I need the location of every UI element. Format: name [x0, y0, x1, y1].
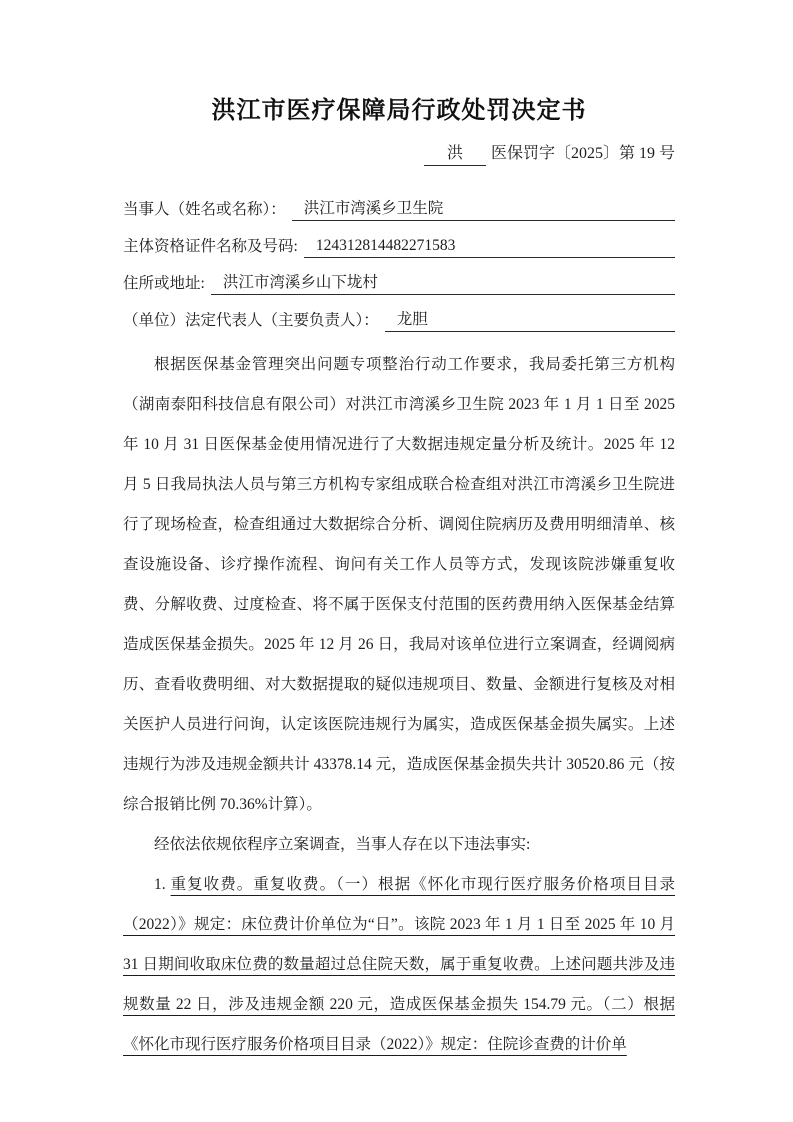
address-value: 洪江市湾溪乡山下垅村: [211, 271, 675, 295]
field-row-certificate-number: [123, 234, 675, 258]
legal-representative-label: （单位）法定代表人（主要负责人）：: [123, 312, 379, 329]
violation-item-1: [123, 865, 675, 1065]
violation-item-1-text: 重复收费。重复收费。（一）根据《怀化市现行医疗服务价格项目目录（2022）》规定：床位费计价单位为“日”。该院 2023 年 1 月 1 日至 2025 年 10 月 31 日期间收取床位费的数量超过总住院天数，属于重复收费。上述问题共涉及违规数量 22 日，涉及违规金额 220 元，造成医保基金损失 154.79 元。（二）根据《怀化市现行医疗服务价格项目目录（2022）》规定：住院诊查费的计价单: [123, 876, 675, 1053]
doc-number-text: 医保罚字〔2025〕第 19 号: [490, 145, 675, 162]
document-title: 洪江市医疗保障局行政处罚决定书: [211, 97, 587, 124]
violation-item-1-number: 1.: [154, 876, 166, 893]
paragraph-investigation: 根据医保基金管理突出问题专项整治行动工作要求，我局委托第三方机构（湖南泰阳科技信息有限公司）对洪江市湾溪乡卫生院 2023 年 1 月 1 日至 2025 年 10 月 31 日医保基金使用情况进行了大数据违规定量分析及统计。2025 年 12 月 5 日我局执法人员与第三方机构专家组成联合检查组对洪江市湾溪乡卫生院进行了现场检查，检查组通过大数据综合分析、调阅住院病历及费用明细清单、核查设施设备、诊疗操作流程、询问有关工作人员等方式，发现该院涉嫌重复收费、分解收费、过度检查、将不属于医保支付范围的医药费用纳入医保基金结算造成医保基金损失。2025 年 12 月 26 日，我局对该单位进行立案调查，经调阅病历、查看收费明细、对大数据提取的疑似违规项目、数量、金额进行复核及对相关医护人员进行问询，认定该医院违规行为属实，造成医保基金损失属实。上述违规行为涉及违规金额共计 43378.14 元，造成医保基金损失共计 30520.86 元（按综合报销比例 70.36%计算）。: [123, 356, 675, 813]
doc-number-blank: 洪: [424, 143, 486, 166]
field-row-legal-representative: [123, 308, 675, 332]
party-info-fields: [123, 197, 675, 332]
field-row-address: [123, 271, 675, 295]
certificate-number-value: 124312814482271583: [304, 234, 675, 258]
legal-representative-value: 龙胆: [385, 308, 675, 332]
field-row-party-name: [123, 197, 675, 221]
document-body: [123, 345, 675, 1065]
document-content: [123, 0, 675, 1065]
party-name-label: 当事人（姓名或名称）：: [123, 201, 286, 218]
paragraph-facts-intro: 经依法依规依程序立案调查，当事人存在以下违法事实:: [154, 836, 531, 853]
doc-number-line: [123, 141, 675, 167]
party-name-value: 洪江市湾溪乡卫生院: [292, 197, 675, 221]
address-label: 住所或地址:: [123, 275, 205, 292]
certificate-number-label: 主体资格证件名称及号码:: [123, 238, 298, 255]
